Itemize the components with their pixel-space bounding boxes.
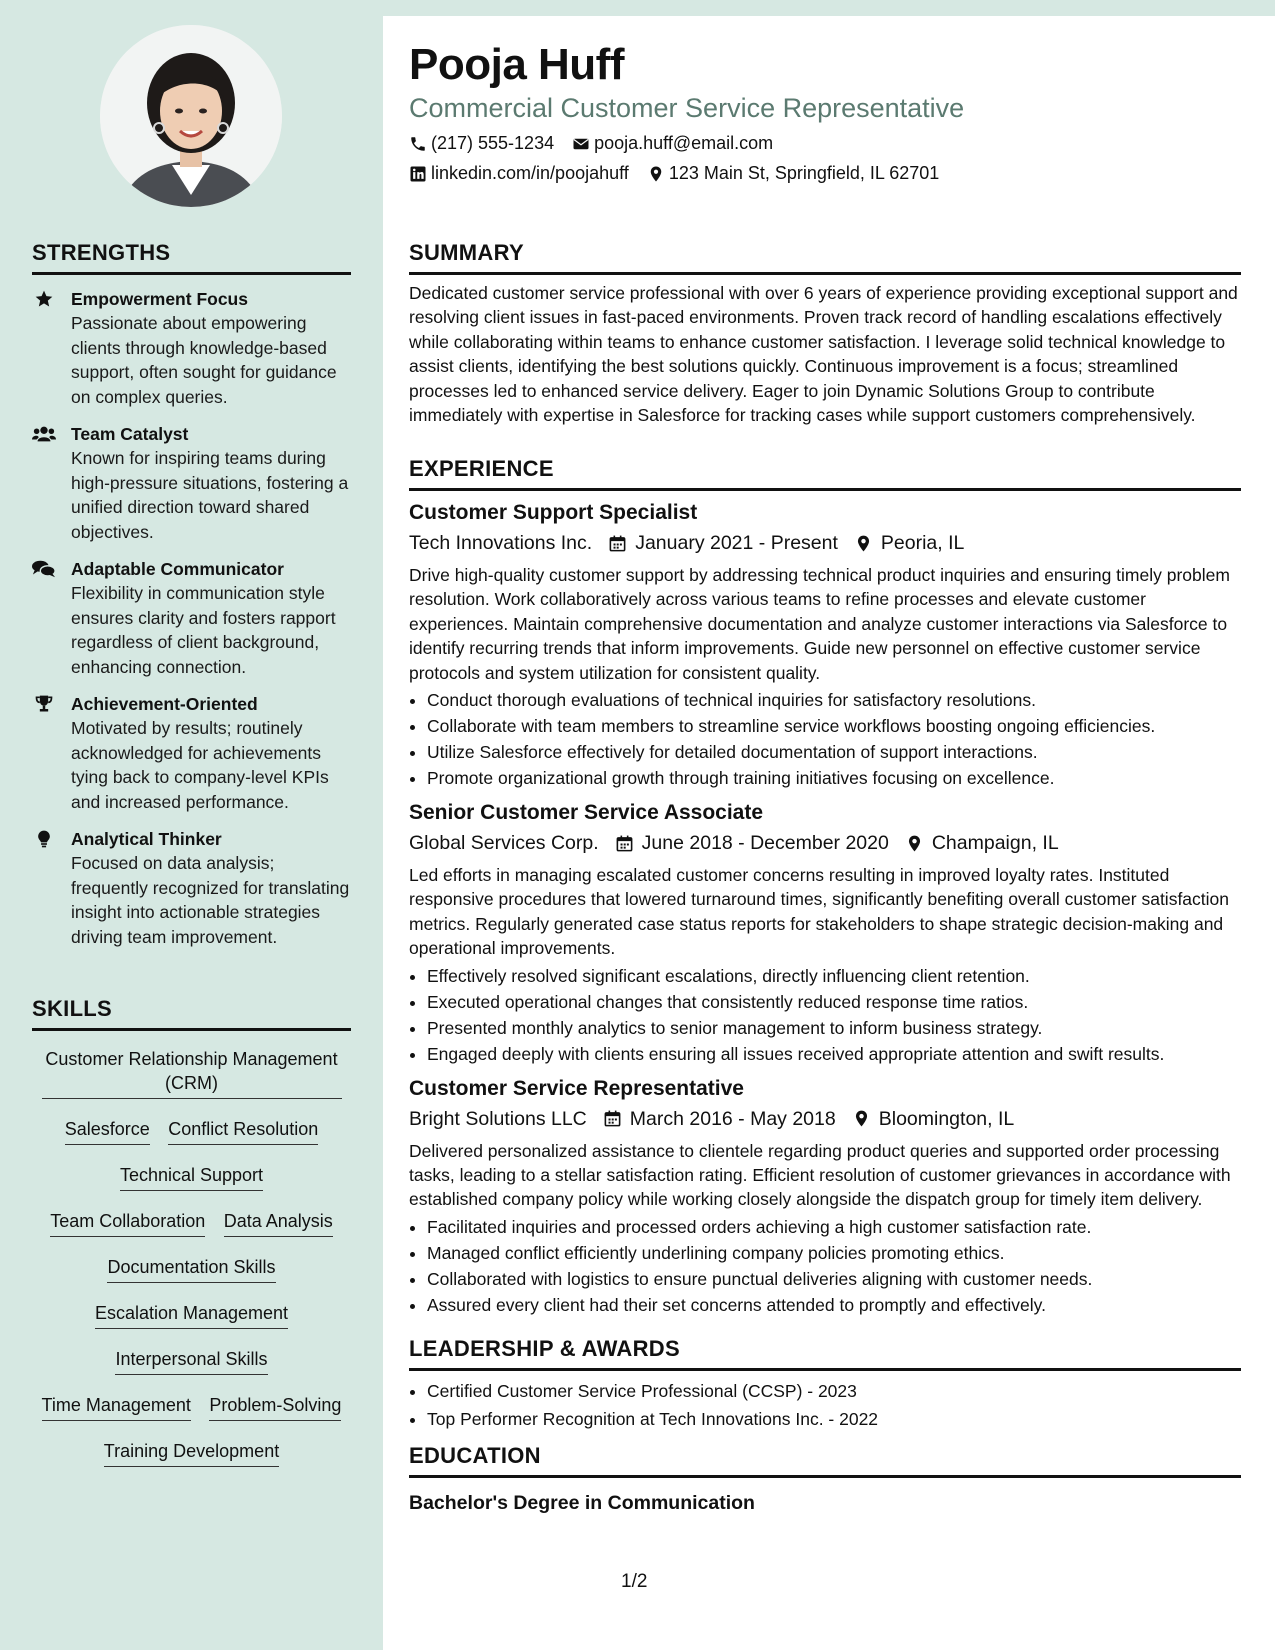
calendar-icon bbox=[608, 534, 627, 553]
bullet-item: • Assured every client had their set concerns attended to promptly and effectively. bbox=[427, 1292, 1241, 1318]
job-location bbox=[852, 1105, 1015, 1133]
job-title: Customer Support Specialist bbox=[409, 501, 698, 524]
strength-item bbox=[32, 827, 351, 949]
bullet-item: • Effectively resolved significant escalations, directly influencing client retention. bbox=[427, 963, 1241, 989]
bullet-item: • Engaged deeply with clients ensuring all issues received appropriate attention and swift results. bbox=[427, 1041, 1241, 1067]
strength-title: Achievement-Oriented bbox=[71, 694, 258, 714]
phone-icon bbox=[409, 135, 427, 153]
bullet-item: • Collaborated with logistics to ensure punctual deliveries aligning with customer needs. bbox=[427, 1266, 1241, 1292]
job-dates bbox=[608, 529, 838, 557]
education-section bbox=[409, 1443, 1241, 1515]
skills-section bbox=[32, 996, 351, 1477]
skill-tag: Customer Relationship Management (CRM) bbox=[42, 1047, 342, 1099]
map-marker-icon bbox=[647, 165, 665, 183]
sidebar bbox=[0, 0, 383, 1650]
envelope-icon bbox=[572, 135, 590, 153]
summary-title: SUMMARY bbox=[409, 240, 1241, 275]
awards-section bbox=[409, 1336, 1241, 1433]
contact-row bbox=[409, 163, 957, 184]
location-text: Peoria, IL bbox=[880, 532, 965, 554]
job-meta bbox=[409, 829, 1241, 857]
job-entry bbox=[409, 499, 1241, 791]
job-company bbox=[409, 529, 592, 557]
job-location bbox=[905, 829, 1059, 857]
education-degree: Bachelor's Degree in Communication bbox=[409, 1492, 755, 1514]
page-number: 1/2 bbox=[621, 1571, 648, 1592]
map-marker-icon bbox=[854, 534, 873, 553]
trophy-icon bbox=[32, 694, 56, 714]
bullet-item: • Managed conflict efficiently underlining company policies promoting ethics. bbox=[427, 1240, 1241, 1266]
job-meta bbox=[409, 1105, 1241, 1133]
job-bullets bbox=[409, 1214, 1241, 1318]
strengths-title: STRENGTHS bbox=[32, 240, 351, 275]
job-dates bbox=[615, 829, 889, 857]
strength-desc: Flexibility in communication style ensures clarity and fosters rapport regardless of client background, enhancing connection. bbox=[71, 583, 336, 677]
linkedin-item bbox=[409, 163, 629, 184]
strength-item bbox=[32, 692, 351, 814]
dates-text: March 2016 - May 2018 bbox=[629, 1107, 836, 1130]
map-marker-icon bbox=[852, 1109, 871, 1128]
skill-tag: Conflict Resolution bbox=[168, 1117, 318, 1145]
bullet-item: • Facilitated inquiries and processed orders achieving a high customer satisfaction rate. bbox=[427, 1214, 1241, 1240]
strength-desc: Known for inspiring teams during high-pressure situations, fostering a unified direction toward shared objectives. bbox=[71, 448, 349, 542]
job-bullets bbox=[409, 963, 1241, 1067]
bullet-item: • Collaborate with team members to streamline service workflows boosting ongoing efficiencies. bbox=[427, 713, 1241, 739]
email-item bbox=[572, 133, 773, 154]
job-entry bbox=[409, 1075, 1241, 1318]
linkedin-icon bbox=[409, 165, 427, 183]
email-text: pooja.huff@email.com bbox=[594, 133, 774, 153]
job-description: Led efforts in managing escalated customer concerns resulting in improved loyalty rates. Instituted responsive procedures that lowered turnaround times, significantly benefiting overall customer satisfaction metrics. Regularly generated case status reports for stakeholders to shape strategic decision-making and operational improvements. bbox=[409, 865, 1230, 959]
strength-title: Analytical Thinker bbox=[71, 829, 222, 849]
contact-row bbox=[409, 133, 791, 154]
strength-desc: Motivated by results; routinely acknowledged for achievements tying back to company-level KPIs and increased performance. bbox=[71, 718, 329, 812]
strength-item bbox=[32, 287, 351, 409]
job-description: Drive high-quality customer support by addressing technical product inquiries and ensuring timely problem resolution. Work collaboratively across various teams to refine processes and elevate customer experiences. Maintain comprehensive documentation and analyze customer interactions via Salesforce to identify recurring trends that inform improvements. Guide new personnel on effective customer service protocols and system utilization for consistent quality. bbox=[409, 565, 1230, 683]
award-item: • Top Performer Recognition at Tech Innovations Inc. - 2022 bbox=[427, 1405, 1241, 1433]
summary-text: Dedicated customer service professional with over 6 years of experience providing exceptional support and resolving client issues in fast-paced environments. Proven track record of handling escalations effectively while collaborating within teams to enhance customer satisfaction. I leverage solid technical knowledge to assist clients, identifying the best solutions quickly. Continuous improvement is a focus; streamlined processes led to enhanced service delivery. Eager to join Dynamic Solutions Group to contribute immediately with expertise in Salesforce for tracking cases while support customers comprehensively. bbox=[409, 283, 1238, 426]
job-bullets bbox=[409, 687, 1241, 791]
skills-list bbox=[32, 1041, 351, 1477]
avatar bbox=[100, 25, 282, 207]
comments-icon bbox=[32, 559, 56, 579]
job-location bbox=[854, 529, 964, 557]
job-title: Customer Service Representative bbox=[409, 1076, 744, 1100]
job-description: Delivered personalized assistance to clientele regarding product queries and supported order processing tasks, leading to a stellar satisfaction rating. Efficient resolution of customer grievances in accordance with established company policy while working closely alongside the dispatch group for timely item delivery. bbox=[409, 1140, 1231, 1210]
bullet-item: • Presented monthly analytics to senior management to inform business strategy. bbox=[427, 1015, 1241, 1041]
skill-tag: Escalation Management bbox=[95, 1301, 288, 1329]
address-text: 123 Main St, Springfield, IL 62701 bbox=[668, 163, 940, 183]
main-column bbox=[383, 16, 1275, 1650]
skill-tag: Salesforce bbox=[65, 1117, 150, 1145]
map-marker-icon bbox=[905, 834, 924, 853]
location-text: Bloomington, IL bbox=[878, 1107, 1015, 1130]
strength-desc: Focused on data analysis; frequently recognized for translating insight into actionable strategies driving team improvement. bbox=[71, 853, 350, 947]
strength-title: Team Catalyst bbox=[71, 424, 189, 444]
strength-item bbox=[32, 422, 351, 544]
skill-tag: Training Development bbox=[104, 1439, 279, 1467]
star-icon bbox=[32, 289, 56, 309]
strength-title: Adaptable Communicator bbox=[71, 559, 284, 579]
skill-tag: Team Collaboration bbox=[50, 1209, 205, 1237]
users-icon bbox=[32, 424, 56, 444]
skill-tag: Problem-Solving bbox=[209, 1393, 341, 1421]
calendar-icon bbox=[603, 1109, 622, 1128]
education-title: EDUCATION bbox=[409, 1443, 1241, 1478]
awards-list bbox=[409, 1377, 1241, 1433]
job-meta bbox=[409, 529, 1241, 557]
skills-title: SKILLS bbox=[32, 996, 351, 1031]
skill-tag: Data Analysis bbox=[224, 1209, 333, 1237]
skill-tag: Time Management bbox=[42, 1393, 191, 1421]
bullet-item: • Conduct thorough evaluations of technical inquiries for satisfactory resolutions. bbox=[427, 687, 1241, 713]
award-item: • Certified Customer Service Professional (CCSP) - 2023 bbox=[427, 1377, 1241, 1405]
experience-title: EXPERIENCE bbox=[409, 456, 1241, 491]
job-dates bbox=[603, 1105, 836, 1133]
job-title: Senior Customer Service Associate bbox=[409, 801, 764, 825]
candidate-role: Commercial Customer Service Representative bbox=[409, 93, 965, 123]
location-text: Champaign, IL bbox=[931, 832, 1059, 855]
bullet-item: • Promote organizational growth through training initiatives focusing on excellence. bbox=[427, 765, 1241, 791]
phone-text: (217) 555-1234 bbox=[431, 133, 555, 153]
dates-text: January 2021 - Present bbox=[635, 532, 838, 554]
awards-title: LEADERSHIP & AWARDS bbox=[409, 1336, 1241, 1371]
calendar-icon bbox=[615, 834, 634, 853]
job-entry bbox=[409, 799, 1241, 1067]
phone-item bbox=[409, 133, 554, 154]
lightbulb-icon bbox=[32, 829, 56, 849]
company-name: Global Services Corp. bbox=[409, 832, 599, 855]
bullet-item: • Executed operational changes that consistently reduced response time ratios. bbox=[427, 989, 1241, 1015]
strength-item bbox=[32, 557, 351, 679]
strength-desc: Passionate about empowering clients through knowledge-based support, often sought for guidance on complex queries. bbox=[71, 313, 337, 407]
summary-section bbox=[409, 240, 1241, 427]
skill-tag: Interpersonal Skills bbox=[115, 1347, 267, 1375]
skill-tag: Documentation Skills bbox=[107, 1255, 275, 1283]
job-company bbox=[409, 829, 599, 857]
company-name: Tech Innovations Inc. bbox=[409, 532, 593, 554]
linkedin-text: linkedin.com/in/poojahuff bbox=[431, 163, 629, 183]
bullet-item: • Utilize Salesforce effectively for detailed documentation of support interactions. bbox=[427, 739, 1241, 765]
candidate-name: Pooja Huff bbox=[409, 40, 624, 89]
strength-title: Empowerment Focus bbox=[71, 289, 248, 309]
dates-text: June 2018 - December 2020 bbox=[641, 832, 889, 855]
company-name: Bright Solutions LLC bbox=[409, 1107, 587, 1130]
job-company bbox=[409, 1105, 587, 1133]
skill-tag: Technical Support bbox=[120, 1163, 263, 1191]
profile-photo bbox=[100, 25, 282, 207]
address-item bbox=[647, 163, 940, 184]
strengths-section bbox=[32, 240, 351, 949]
experience-section bbox=[409, 456, 1241, 1318]
